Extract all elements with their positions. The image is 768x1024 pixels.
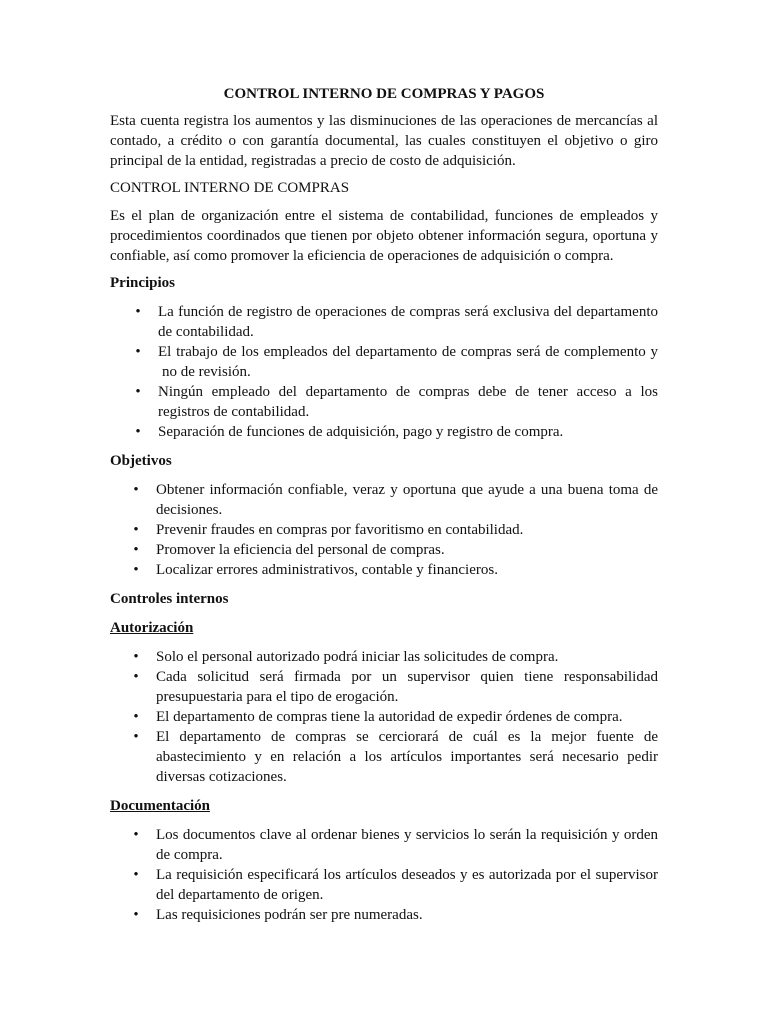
bullet-icon: • — [133, 827, 139, 843]
list-item: • El trabajo de los empleados del departamento de compras será de complemento y no de revisión. — [110, 342, 658, 382]
list-item: • La requisición especificará los artículos deseados y es autorizada por el supervisor del departamento de origen. — [110, 865, 658, 905]
section-heading-control-compras: CONTROL INTERNO DE COMPRAS — [110, 180, 350, 196]
bullet-icon: • — [133, 649, 139, 665]
list-item: • Solo el personal autorizado podrá iniciar las solicitudes de compra. — [110, 647, 658, 667]
bullet-icon: • — [133, 542, 139, 558]
list-item: • Las requisiciones podrán ser pre numeradas. — [110, 905, 658, 925]
principios-list — [110, 302, 658, 442]
bullet-icon: • — [133, 709, 139, 725]
objetivos-list — [110, 480, 658, 580]
bullet-icon: • — [133, 482, 139, 498]
autorizacion-heading: Autorización — [110, 620, 194, 636]
bullet-icon: • — [133, 669, 139, 685]
list-item: • Promover la eficiencia del personal de compras. — [110, 540, 658, 560]
list-item: • Prevenir fraudes en compras por favoritismo en contabilidad. — [110, 520, 658, 540]
list-item: • La función de registro de operaciones de compras será exclusiva del departamento de contabilidad. — [110, 302, 658, 342]
list-item: • Los documentos clave al ordenar bienes y servicios lo serán la requisición y orden de compra. — [110, 825, 658, 865]
controles-internos-heading: Controles internos — [110, 591, 229, 607]
list-item: • El departamento de compras tiene la autoridad de expedir órdenes de compra. — [110, 707, 658, 727]
bullet-icon: • — [133, 522, 139, 538]
bullet-icon: • — [133, 867, 139, 883]
list-item: • Separación de funciones de adquisición, pago y registro de compra. — [110, 422, 658, 442]
list-item: • Localizar errores administrativos, contable y financieros. — [110, 560, 658, 580]
documentacion-heading: Documentación — [110, 798, 210, 814]
intro-paragraph: Esta cuenta registra los aumentos y las disminuciones de las operaciones de mercancías al contado, a crédito o con garantía documental, las cuales constituyen el objetivo o giro principal de la entidad, registradas a precio de costo de adquisición. — [110, 113, 658, 169]
principios-heading: Principios — [110, 275, 176, 291]
bullet-icon: • — [133, 907, 139, 923]
document-title: CONTROL INTERNO DE COMPRAS Y PAGOS — [223, 86, 545, 102]
bullet-icon: • — [135, 384, 141, 400]
bullet-icon: • — [133, 562, 139, 578]
bullet-icon: • — [133, 729, 139, 745]
bullet-icon: • — [135, 424, 141, 440]
autorizacion-list — [110, 647, 658, 787]
bullet-icon: • — [135, 304, 141, 320]
bullet-icon: • — [135, 344, 141, 360]
objetivos-heading: Objetivos — [110, 453, 172, 469]
list-item: • El departamento de compras se cerciorará de cuál es la mejor fuente de abastecimiento y en relación a los artículos importantes será necesario pedir diversas cotizaciones. — [110, 727, 658, 787]
list-item: • Cada solicitud será firmada por un supervisor quien tiene responsabilidad presupuestaria para el tipo de erogación. — [110, 667, 658, 707]
list-item: • Ningún empleado del departamento de compras debe de tener acceso a los registros de contabilidad. — [110, 382, 658, 422]
section-body-control-compras: Es el plan de organización entre el sistema de contabilidad, funciones de empleados y procedimientos coordinados que tienen por objeto obtener información segura, oportuna y confiable, así como promover la eficiencia de operaciones de adquisición o compra. — [110, 208, 658, 264]
list-item: • Obtener información confiable, veraz y oportuna que ayude a una buena toma de decisiones. — [110, 480, 658, 520]
documentacion-list — [110, 825, 658, 925]
